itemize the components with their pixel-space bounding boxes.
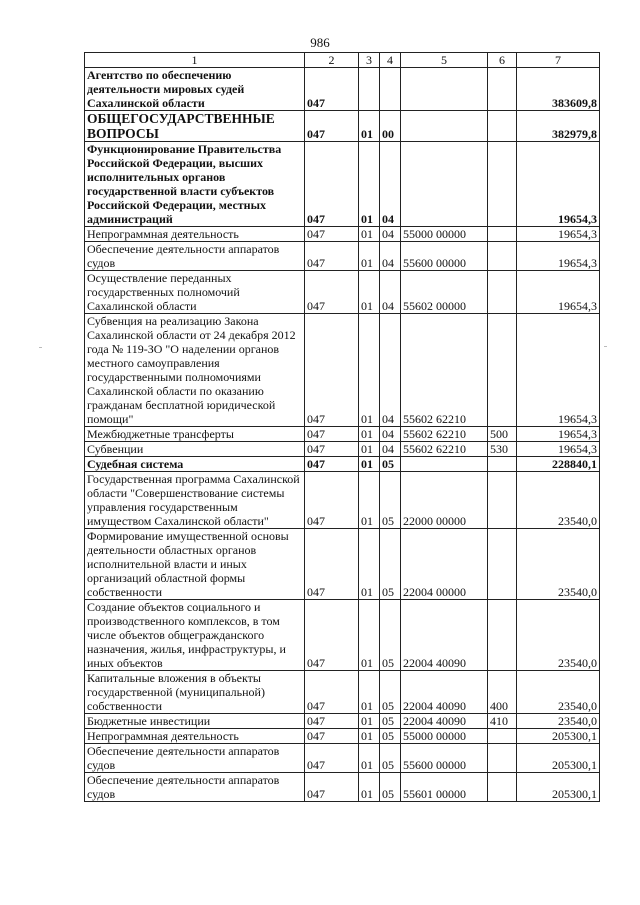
cell-code-admin: 047 [305, 529, 359, 600]
cell-code-admin: 047 [305, 457, 359, 472]
table-row [85, 671, 600, 714]
row-name: Создание объектов социального и производственного комплексов, в том числе объектов общегражданского назначения, жилья, инфраструктуры, и иных объектов [85, 600, 305, 671]
cell-code-target: 55601 00000 [401, 773, 488, 802]
cell-code-expense: 530 [488, 442, 517, 457]
cell-code-target: 55000 00000 [401, 729, 488, 744]
cell-amount: 205300,1 [517, 744, 600, 773]
cell-code-target [401, 142, 488, 227]
cell-code-section: 01 [359, 242, 380, 271]
cell-code-expense [488, 242, 517, 271]
cell-code-subsection: 04 [380, 227, 401, 242]
cell-code-expense [488, 472, 517, 529]
cell-amount: 19654,3 [517, 314, 600, 427]
cell-code-subsection: 05 [380, 744, 401, 773]
row-name: Непрограммная деятельность [85, 729, 305, 744]
cell-code-subsection: 04 [380, 242, 401, 271]
cell-code-admin: 047 [305, 442, 359, 457]
cell-code-expense [488, 142, 517, 227]
cell-code-subsection: 04 [380, 271, 401, 314]
cell-amount: 23540,0 [517, 472, 600, 529]
table-row [85, 442, 600, 457]
cell-code-subsection: 05 [380, 457, 401, 472]
cell-code-section: 01 [359, 714, 380, 729]
cell-code-admin: 047 [305, 671, 359, 714]
cell-code-subsection: 05 [380, 472, 401, 529]
cell-amount: 205300,1 [517, 773, 600, 802]
cell-code-subsection: 04 [380, 314, 401, 427]
cell-code-expense [488, 773, 517, 802]
row-name: Судебная система [85, 457, 305, 472]
column-header: 5 [401, 53, 488, 68]
cell-code-section: 01 [359, 744, 380, 773]
table-row [85, 773, 600, 802]
cell-code-target: 55600 00000 [401, 744, 488, 773]
cell-code-section: 01 [359, 442, 380, 457]
row-name: Бюджетные инвестиции [85, 714, 305, 729]
cell-amount: 23540,0 [517, 600, 600, 671]
cell-code-expense [488, 111, 517, 142]
cell-code-target: 22004 40090 [401, 714, 488, 729]
cell-code-admin: 047 [305, 714, 359, 729]
row-name: Осуществление переданных государственных полномочий Сахалинской области [85, 271, 305, 314]
cell-amount: 383609,8 [517, 68, 600, 111]
table-row [85, 227, 600, 242]
cell-code-admin: 047 [305, 68, 359, 111]
cell-code-target [401, 111, 488, 142]
cell-amount: 205300,1 [517, 729, 600, 744]
cell-code-section: 01 [359, 457, 380, 472]
cell-code-expense [488, 68, 517, 111]
page-number: 986 [310, 35, 330, 50]
cell-amount: 23540,0 [517, 671, 600, 714]
cell-code-admin: 047 [305, 227, 359, 242]
cell-code-expense [488, 744, 517, 773]
cell-code-expense: 400 [488, 671, 517, 714]
cell-code-admin: 047 [305, 600, 359, 671]
table-row [85, 111, 600, 142]
cell-code-admin: 047 [305, 427, 359, 442]
cell-code-subsection: 05 [380, 773, 401, 802]
cell-code-expense [488, 271, 517, 314]
cell-code-subsection [380, 68, 401, 111]
scan-mark [604, 346, 607, 347]
table-row [85, 744, 600, 773]
row-name: Государственная программа Сахалинской области "Совершенствование системы управления государственным имуществом Сахалинской области" [85, 472, 305, 529]
cell-amount: 228840,1 [517, 457, 600, 472]
table-row [85, 271, 600, 314]
cell-code-section: 01 [359, 472, 380, 529]
cell-code-subsection: 05 [380, 600, 401, 671]
cell-amount: 23540,0 [517, 529, 600, 600]
cell-code-section [359, 68, 380, 111]
cell-code-section: 01 [359, 671, 380, 714]
cell-code-admin: 047 [305, 111, 359, 142]
cell-code-target: 22004 00000 [401, 529, 488, 600]
cell-code-subsection: 04 [380, 427, 401, 442]
cell-code-target: 55602 00000 [401, 271, 488, 314]
cell-code-expense [488, 227, 517, 242]
cell-code-target: 55602 62210 [401, 442, 488, 457]
cell-code-expense: 500 [488, 427, 517, 442]
cell-code-subsection: 05 [380, 729, 401, 744]
row-name: Функционирование Правительства Российской Федерации, высших исполнительных органов государственной власти субъектов Российской Федерации, местных администраций [85, 142, 305, 227]
cell-code-subsection: 04 [380, 142, 401, 227]
scan-mark [39, 347, 42, 348]
table-row [85, 529, 600, 600]
cell-code-target: 55000 00000 [401, 227, 488, 242]
column-header: 3 [359, 53, 380, 68]
row-name: Субвенция на реализацию Закона Сахалинской области от 24 декабря 2012 года № 119-ЗО "О наделении органов местного самоуправления государственными полномочиями Сахалинской области по оказанию гражданам бесплатной юридической помощи" [85, 314, 305, 427]
cell-amount: 19654,3 [517, 142, 600, 227]
cell-code-section: 01 [359, 773, 380, 802]
cell-code-section: 01 [359, 600, 380, 671]
table-row [85, 457, 600, 472]
cell-amount: 19654,3 [517, 427, 600, 442]
column-header: 2 [305, 53, 359, 68]
row-name: Обеспечение деятельности аппаратов судов [85, 744, 305, 773]
cell-amount: 19654,3 [517, 442, 600, 457]
table-row [85, 68, 600, 111]
cell-amount: 23540,0 [517, 714, 600, 729]
cell-code-expense [488, 314, 517, 427]
cell-code-subsection: 00 [380, 111, 401, 142]
cell-code-admin: 047 [305, 744, 359, 773]
row-name: ОБЩЕГОСУДАРСТВЕННЫЕ ВОПРОСЫ [85, 111, 305, 142]
cell-code-expense [488, 457, 517, 472]
cell-code-target: 22004 40090 [401, 671, 488, 714]
cell-amount: 19654,3 [517, 242, 600, 271]
cell-code-admin: 047 [305, 271, 359, 314]
cell-code-subsection: 05 [380, 714, 401, 729]
row-name: Обеспечение деятельности аппаратов судов [85, 773, 305, 802]
budget-table [84, 52, 600, 802]
cell-code-section: 01 [359, 142, 380, 227]
cell-code-target: 55600 00000 [401, 242, 488, 271]
cell-code-section: 01 [359, 314, 380, 427]
cell-code-expense [488, 529, 517, 600]
cell-code-section: 01 [359, 227, 380, 242]
cell-code-expense [488, 600, 517, 671]
cell-code-admin: 047 [305, 142, 359, 227]
cell-code-section: 01 [359, 111, 380, 142]
cell-code-section: 01 [359, 427, 380, 442]
cell-code-admin: 047 [305, 773, 359, 802]
cell-code-section: 01 [359, 729, 380, 744]
table-row [85, 472, 600, 529]
cell-code-target [401, 457, 488, 472]
cell-code-subsection: 05 [380, 529, 401, 600]
cell-code-target: 22004 40090 [401, 600, 488, 671]
cell-code-admin: 047 [305, 314, 359, 427]
table-row [85, 314, 600, 427]
cell-code-target [401, 68, 488, 111]
table-row [85, 600, 600, 671]
cell-code-target: 22000 00000 [401, 472, 488, 529]
cell-amount: 382979,8 [517, 111, 600, 142]
row-name: Непрограммная деятельность [85, 227, 305, 242]
cell-amount: 19654,3 [517, 227, 600, 242]
cell-code-target: 55602 62210 [401, 314, 488, 427]
table-row [85, 242, 600, 271]
column-header: 6 [488, 53, 517, 68]
table-row [85, 729, 600, 744]
cell-amount: 19654,3 [517, 271, 600, 314]
column-header: 7 [517, 53, 600, 68]
cell-code-target: 55602 62210 [401, 427, 488, 442]
cell-code-subsection: 04 [380, 442, 401, 457]
table-row [85, 142, 600, 227]
row-name: Субвенции [85, 442, 305, 457]
row-name: Формирование имущественной основы деятельности областных органов исполнительной власти и иных организаций областной формы собственности [85, 529, 305, 600]
cell-code-admin: 047 [305, 472, 359, 529]
cell-code-admin: 047 [305, 729, 359, 744]
column-header: 1 [85, 53, 305, 68]
table-row [85, 427, 600, 442]
cell-code-section: 01 [359, 529, 380, 600]
row-name: Межбюджетные трансферты [85, 427, 305, 442]
cell-code-subsection: 05 [380, 671, 401, 714]
row-name: Агентство по обеспечению деятельности мировых судей Сахалинской области [85, 68, 305, 111]
cell-code-section: 01 [359, 271, 380, 314]
row-name: Обеспечение деятельности аппаратов судов [85, 242, 305, 271]
table-row [85, 714, 600, 729]
cell-code-expense: 410 [488, 714, 517, 729]
header-row [85, 53, 600, 68]
row-name: Капитальные вложения в объекты государственной (муниципальной) собственности [85, 671, 305, 714]
cell-code-expense [488, 729, 517, 744]
column-header: 4 [380, 53, 401, 68]
cell-code-admin: 047 [305, 242, 359, 271]
